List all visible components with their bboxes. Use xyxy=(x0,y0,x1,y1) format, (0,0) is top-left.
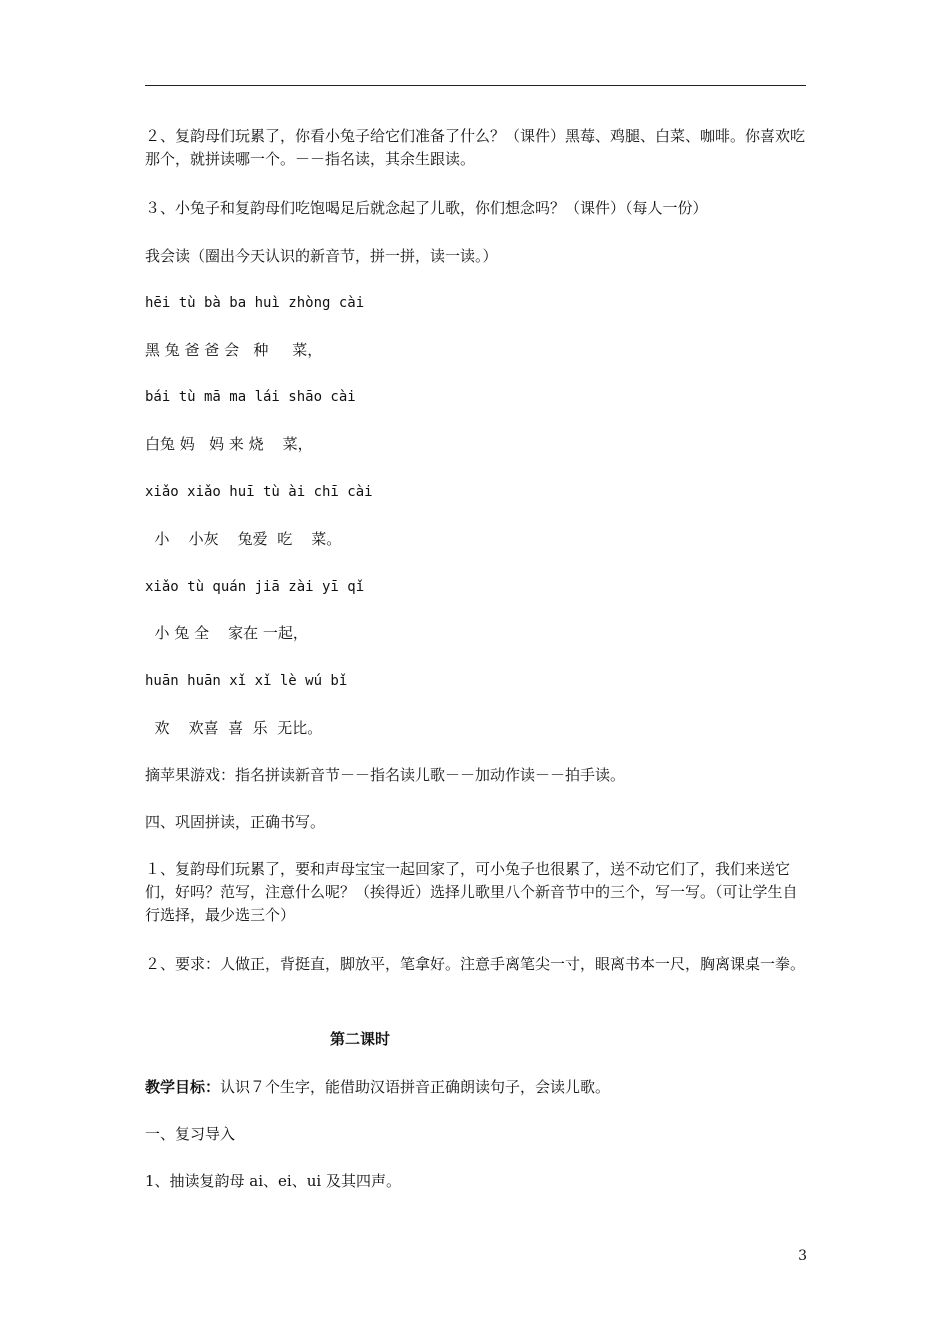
song-hanzi-1: 黑 兔 爸 爸 会 种 菜， xyxy=(145,341,323,359)
paragraph-4-2: ２、要求：人做正，背挺直，脚放平，笔拿好。注意手离笔尖一寸，眼离书本一尺，胸离课桌一拳。 xyxy=(145,955,806,973)
teaching-goal xyxy=(145,1076,810,1099)
section-title: 第二课时 xyxy=(330,1030,391,1048)
song-hanzi-3: 小 小灰 兔爱 吃 菜。 xyxy=(145,530,342,548)
song-hanzi-5: 欢 欢喜 喜 乐 无比。 xyxy=(145,719,323,737)
paragraph-3: ３、小兔子和复韵母们吃饱喝足后就念起了儿歌，你们想念吗？（课件）（每人一份） xyxy=(145,199,708,217)
song-pinyin-2: bái tù mā ma lái shāo cài xyxy=(145,389,356,405)
review-heading: 一、复习导入 xyxy=(145,1125,236,1143)
song-pinyin-3: xiǎo xiǎo huī tù ài chī cài xyxy=(145,484,373,500)
song-hanzi-4: 小 兔 全 家在 一起， xyxy=(145,624,308,642)
paragraph-2: ２、复韵母们玩累了，你看小兔子给它们准备了什么？（课件）黑莓、鸡腿、白菜、咖啡。你喜欢吃那个，就拼读哪一个。－－指名读，其余生跟读。 xyxy=(145,127,806,168)
page-number: 3 xyxy=(798,1248,807,1264)
goal-text: 认识７个生字，能借助汉语拼音正确朗读句子，会读儿歌。 xyxy=(220,1078,611,1096)
header-rule xyxy=(145,85,806,86)
section-four-heading: 四、巩固拼读，正确书写。 xyxy=(145,813,326,831)
song-pinyin-5: huān huān xǐ xǐ lè wú bǐ xyxy=(145,673,348,689)
goal-label: 教学目标： xyxy=(145,1078,221,1096)
review-item-1: 1、抽读复韵母 ai、ei、ui 及其四声。 xyxy=(145,1172,401,1190)
paragraph-4-1: １、复韵母们玩累了，要和声母宝宝一起回家了，可小兔子也很累了，送不动它们了，我们来送它们，好吗？范写，注意什么呢？（挨得近）选择儿歌里八个新音节中的三个，写一写。（可让学生自行选择，最少选三个） xyxy=(145,860,798,924)
song-pinyin-1: hēi tù bà ba huì zhòng cài xyxy=(145,295,365,311)
paragraph-game: 摘苹果游戏：指名拼读新音节－－指名读儿歌－－加动作读－－拍手读。 xyxy=(145,766,626,784)
song-hanzi-2: 白兔 妈 妈 来 烧 菜， xyxy=(145,435,313,453)
song-pinyin-4: xiǎo tù quán jiā zài yī qǐ xyxy=(145,579,365,595)
paragraph-read: 我会读（圈出今天认识的新音节，拼一拼，读一读。） xyxy=(145,247,498,265)
